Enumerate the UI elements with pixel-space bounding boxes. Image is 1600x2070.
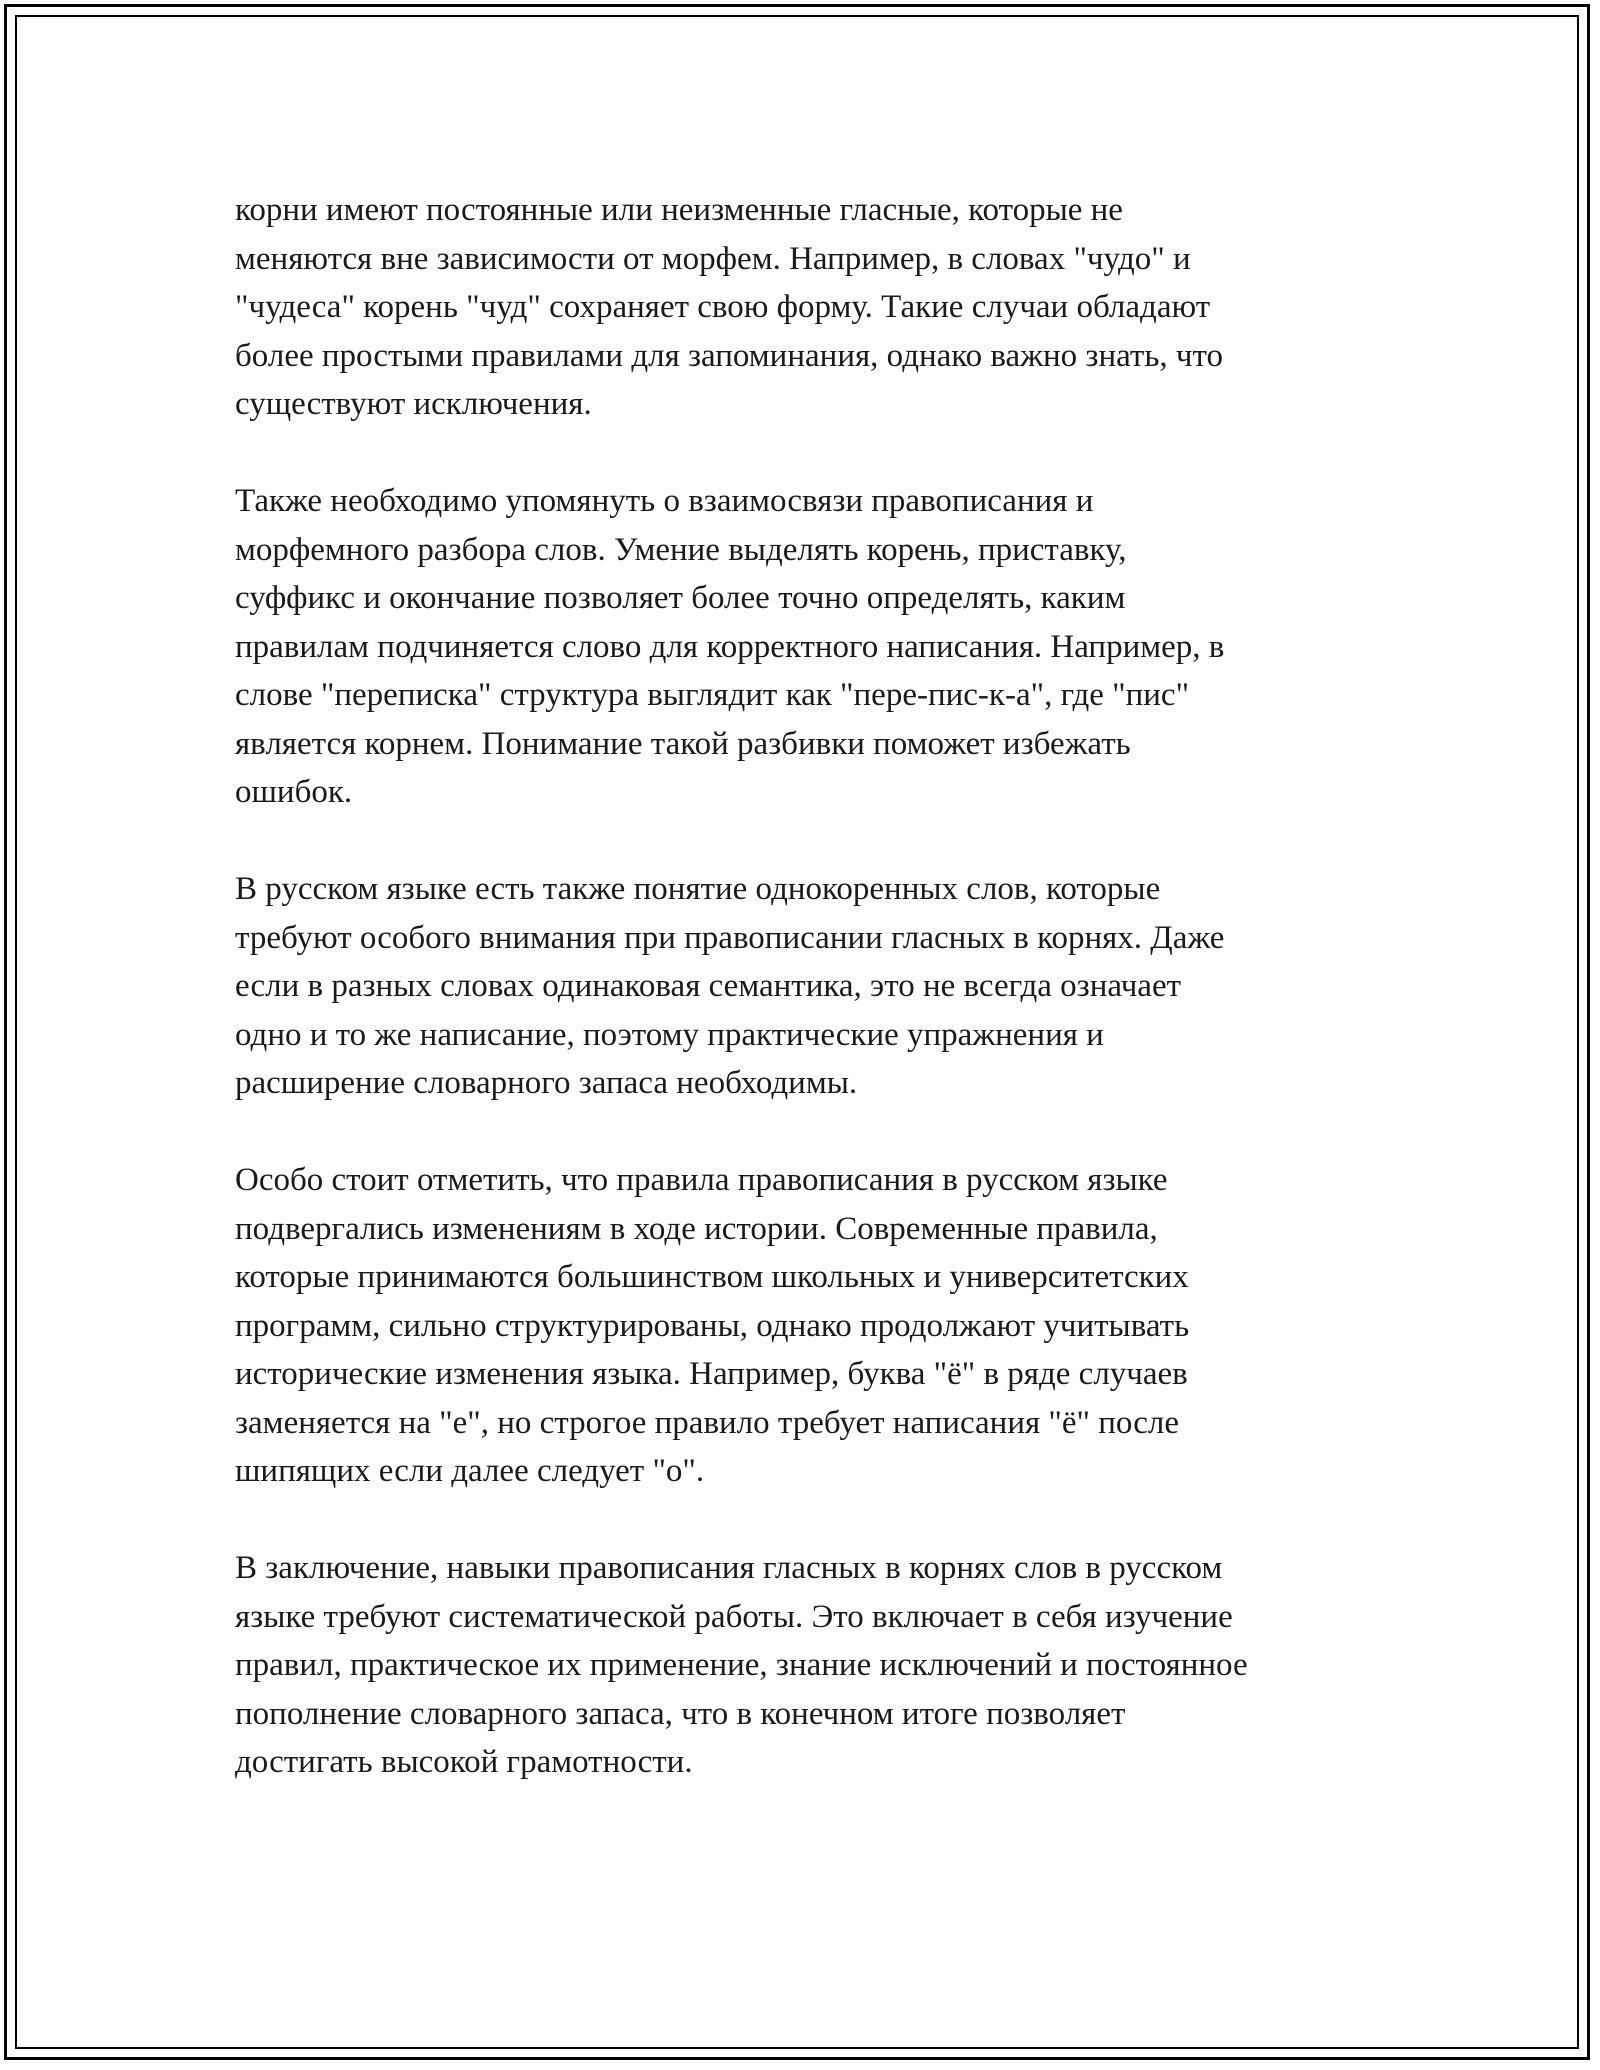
paragraph-5	[235, 1544, 1385, 1787]
text-line: суффикс и окончание позволяет более точно определять, каким	[235, 580, 1126, 616]
text-line: существуют исключения.	[235, 386, 592, 422]
text-line: подвергались изменениям в ходе истории. Современные правила,	[235, 1210, 1158, 1247]
text-line: В заключение, навыки правописания гласных в корнях слов в русском	[235, 1550, 1223, 1586]
paragraph-4	[235, 1156, 1385, 1496]
text-line: исторические изменения языка. Например, буква "ё" в ряде случаев	[235, 1356, 1188, 1392]
document-body	[235, 186, 1385, 1787]
text-line: достигать высокой грамотности.	[235, 1744, 693, 1780]
text-line: является корнем. Понимание такой разбивки поможет избежать	[235, 725, 1131, 762]
text-line: если в разных словах одинаковая семантика, это не всегда означает	[235, 968, 1182, 1004]
text-line: ошибок.	[235, 774, 353, 810]
text-line: В русском языке есть также понятие однокоренных слов, которые	[235, 871, 1161, 907]
text-line: морфемного разбора слов. Умение выделять корень, приставку,	[235, 531, 1127, 568]
text-line: "чудеса" корень "чуд" сохраняет свою форму. Такие случаи обладают	[235, 289, 1211, 325]
text-line: правил, практическое их применение, знание исключений и постоянное	[235, 1647, 1248, 1683]
text-line: программ, сильно структурированы, однако продолжают учитывать	[235, 1307, 1190, 1344]
text-line: шипящих если далее следует "о".	[235, 1453, 705, 1489]
text-line: корни имеют постоянные или неизменные гласные, которые не	[235, 192, 1123, 228]
text-line: более простыми правилами для запоминания, однако важно знать, что	[235, 337, 1223, 374]
text-line: правилам подчиняется слово для корректного написания. Например, в	[235, 628, 1225, 665]
text-line: языке требуют систематической работы. Это включает в себя изучение	[235, 1598, 1233, 1635]
text-line: одно и то же написание, поэтому практические упражнения и	[235, 1016, 1104, 1053]
text-line: Также необходимо упомянуть о взаимосвязи правописания и	[235, 483, 1094, 519]
paragraph-1	[235, 186, 1385, 429]
paragraph-2	[235, 477, 1385, 817]
text-line: заменяется на "е", но строгое правило требует написания "ё" после	[235, 1404, 1180, 1441]
text-line: расширение словарного запаса необходимы.	[235, 1065, 858, 1101]
text-line: которые принимаются большинством школьных и университетских	[235, 1259, 1189, 1295]
text-line: Особо стоит отметить, что правила правописания в русском языке	[235, 1162, 1168, 1198]
text-line: слове "переписка" структура выглядит как "пере-пис-к-а", где "пис"	[235, 677, 1190, 713]
text-line: требуют особого внимания при правописании гласных в корнях. Даже	[235, 919, 1225, 956]
paragraph-3	[235, 865, 1385, 1108]
text-line: пополнение словарного запаса, что в конечном итоге позволяет	[235, 1695, 1126, 1732]
text-line: меняются вне зависимости от морфем. Например, в словах "чудо" и	[235, 240, 1191, 277]
